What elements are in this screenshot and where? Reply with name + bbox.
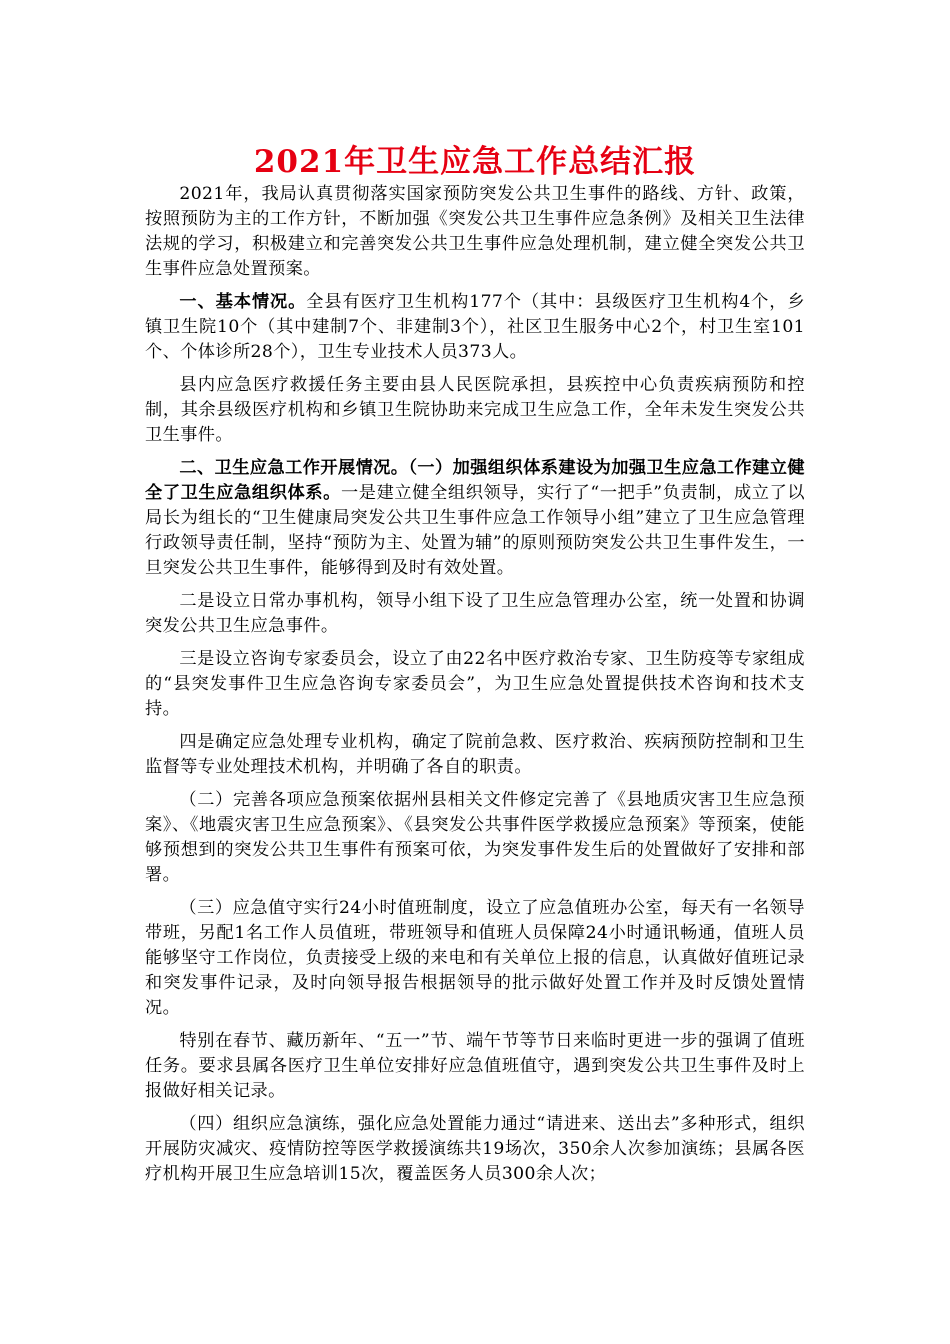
document-title: 2021年卫生应急工作总结汇报 [253,144,697,180]
paragraph-office [145,589,805,639]
paragraph-text: 二是设立日常办事机构，领导小组下设了卫生应急管理办公室，统一处置和协调突发公共卫生应急事件。 [145,591,805,636]
paragraph-text: （四）组织应急演练，强化应急处置能力通过“请进来、送出去”多种形式，组织开展防灾减灾、疫情防控等医学救援演练共19场次，350余人次参加演练；县属各医疗机构开展卫生应急培训15次，覆盖医务人员300余人次； [145,1114,805,1184]
paragraph-holiday-duty [145,1029,805,1104]
paragraph-work-progress [145,456,805,581]
paragraph-professional-agencies [145,730,805,780]
paragraph-expert-committee [145,647,805,722]
paragraph-text: 一是建立健全组织领导，实行了“一把手”负责制，成立了以局长为组长的“卫生健康局突发公共卫生事件应急工作领导小组”建立了卫生应急管理行政领导责任制，坚持“预防为主、处置为辅”的原则预防突发公共卫生事件发生，一旦突发公共卫生事件，能够得到及时有效处置。 [145,483,805,578]
paragraph-basic-situation [145,290,805,365]
paragraph-lead: 二、卫生应急工作开展情况。（一）加强组织体系建设为加强卫生应急工作建立健全了卫生应急组织体系。 [145,458,805,503]
paragraph-text: （三）应急值守实行24小时值班制度，设立了应急值班办公室，每天有一名领导带班，另配1名工作人员值班，带班领导和值班人员保障24小时通讯畅通，值班人员能够坚守工作岗位，负责接受上级的来电和有关单位上报的信息，认真做好值班记录和突发事件记录，及时向领导报告根据领导的批示做好处置工作并及时反馈处置情况。 [145,898,805,1018]
paragraph-text: 四是确定应急处理专业机构，确定了院前急救、医疗救治、疾病预防控制和卫生监督等专业处理技术机构，并明确了各自的职责。 [145,732,805,777]
paragraph-text: 全县有医疗卫生机构177个（其中：县级医疗卫生机构4个，乡镇卫生院10个（其中建制7个、非建制3个），社区卫生服务中心2个，村卫生室101个、个体诊所28个），卫生专业技术人员373人。 [145,292,806,362]
paragraph-duty-system [145,896,805,1021]
paragraph-text: （二）完善各项应急预案依据州县相关文件修定完善了《县地质灾害卫生应急预案》、《地震灾害卫生应急预案》、《县突发公共事件医学救援应急预案》等预案，使能够预想到的突发公共卫生事件有预案可依，为突发事件发生后的处置做好了安排和部署。 [145,790,805,885]
paragraph-drills [145,1112,805,1187]
paragraph-text: 县内应急医疗救援任务主要由县人民医院承担，县疾控中心负责疾病预防和控制，其余县级医疗机构和乡镇卫生院协助来完成卫生应急工作，全年未发生突发公共卫生事件。 [145,375,805,445]
paragraph-text: 三是设立咨询专家委员会，设立了由22名中医疗救治专家、卫生防疫等专家组成的“县突发事件卫生应急咨询专家委员会”，为卫生应急处置提供技术咨询和技术支持。 [145,649,805,719]
document-body [145,182,805,1195]
paragraph-emergency-plans [145,788,805,888]
paragraph-emergency-tasks [145,373,805,448]
paragraph-lead: 一、基本情况。 [179,292,307,312]
paragraph-text: 2021年，我局认真贯彻落实国家预防突发公共卫生事件的路线、方针、政策，按照预防为主的工作方针，不断加强《突发公共卫生事件应急条例》及相关卫生法律法规的学习，积极建立和完善突发公共卫生事件应急处理机制，建立健全突发公共卫生事件应急处置预案。 [145,184,805,279]
paragraph-text: 特别在春节、藏历新年、“五一”节、端午节等节日来临时更进一步的强调了值班任务。要求县属各医疗卫生单位安排好应急值班值守，遇到突发公共卫生事件及时上报做好相关记录。 [145,1031,805,1101]
paragraph-intro [145,182,805,282]
